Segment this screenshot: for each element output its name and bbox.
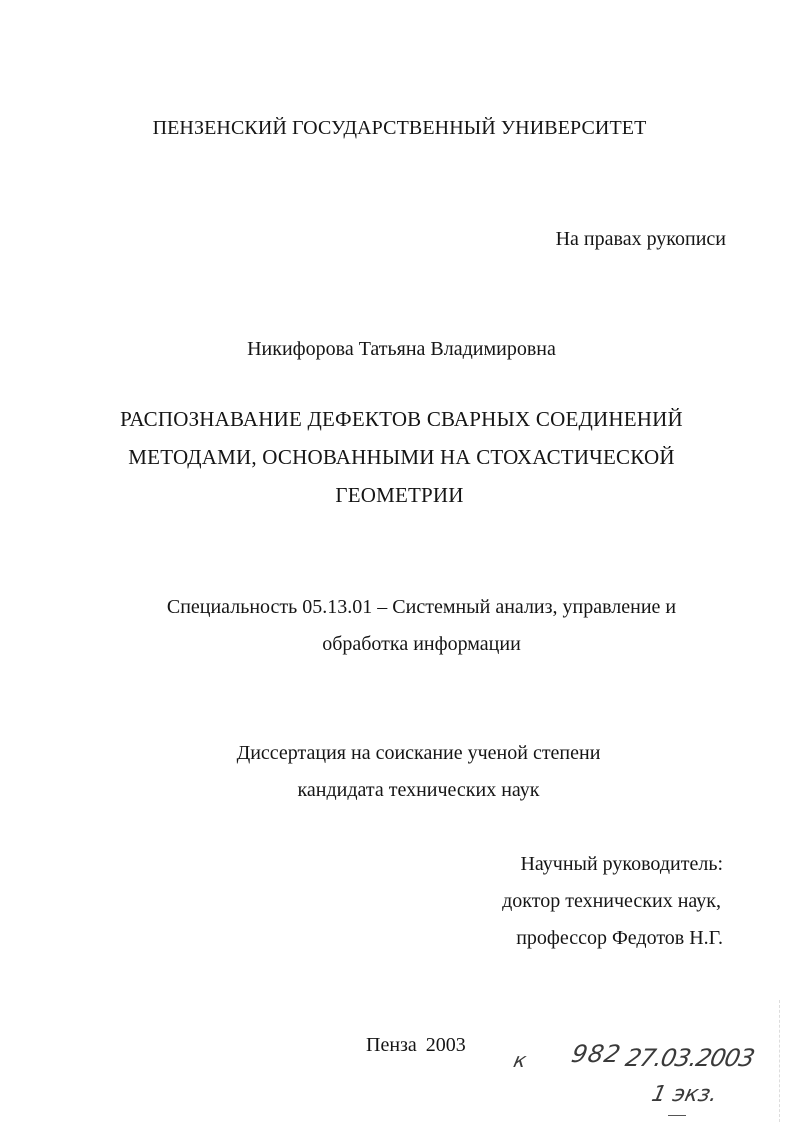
supervisor-degree: доктор технических наук, [502,890,721,912]
handwritten-registration-number: 982 [569,1040,624,1068]
degree-line-1: Диссертация на соискание ученой степени [236,742,601,764]
university-name: ПЕНЗЕНСКИЙ ГОСУДАРСТВЕННЫЙ УНИВЕРСИТЕТ [152,117,647,139]
supervisor-name: профессор Федотов Н.Г. [516,927,723,949]
thesis-title-line-2: МЕТОДАМИ, ОСНОВАННЫМИ НА СТОХАСТИЧЕСКОЙ [128,445,675,469]
rights-note: На правах рукописи [555,228,726,250]
author-name: Никифорова Татьяна Владимировна [247,338,556,360]
handwritten-copies: 1 экз. [649,1082,720,1107]
handwritten-underline [668,1115,686,1116]
degree-line-2: кандидата технических наук [297,779,540,801]
thesis-title-line-1: РАСПОЗНАВАНИЕ ДЕФЕКТОВ СВАРНЫХ СОЕДИНЕНИЙ [120,407,683,431]
city-year: Пенза 2003 [366,1034,466,1056]
specialty-line-1: Специальность 05.13.01 – Системный анализ, управление и [166,596,677,618]
handwritten-prefix: к [511,1048,529,1072]
specialty-line-2: обработка информации [322,633,521,655]
supervisor-label: Научный руководитель: [520,853,723,875]
scan-edge-artifact [779,1000,781,1122]
thesis-title-line-3: ГЕОМЕТРИИ [335,483,464,507]
handwritten-date: 27.03.2003 [623,1044,757,1072]
